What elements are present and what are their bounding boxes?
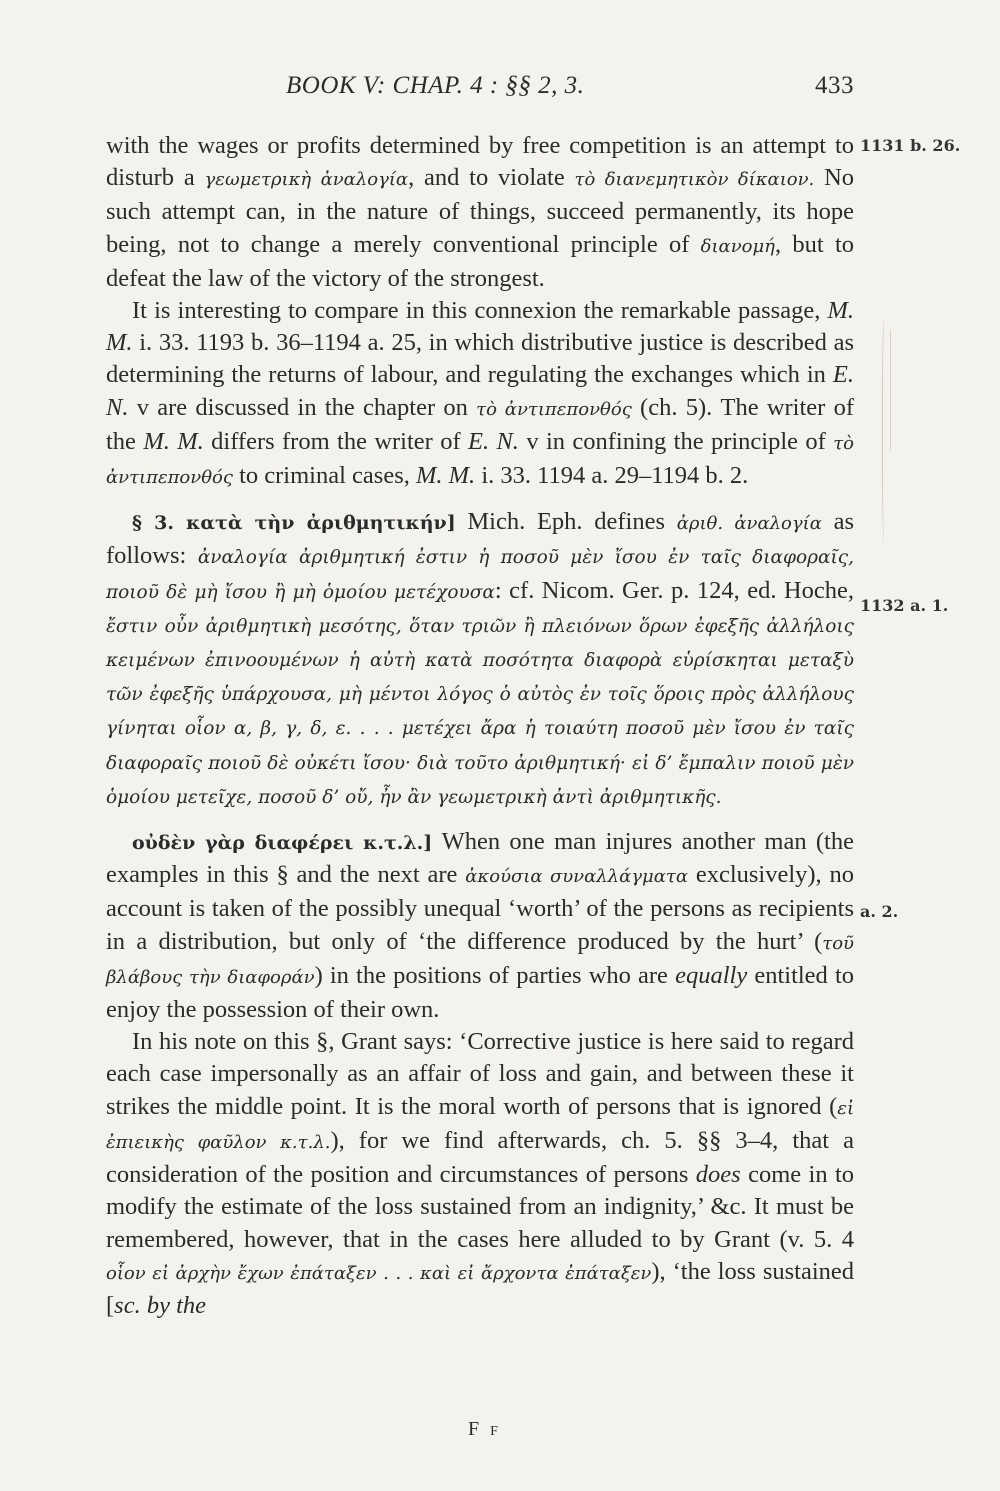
paragraph-5 xyxy=(106,1026,854,1322)
text-run: Mich. Eph. defines xyxy=(455,508,677,536)
text-run: as follows: xyxy=(106,508,854,570)
abbrev-ref: E. N. xyxy=(468,427,519,455)
text-run: ), for we find afterwards, ch. 5. §§ 3–4, that a consideration of the position and circumstances of persons xyxy=(106,1126,854,1189)
abbrev-ref: E. N. xyxy=(106,361,854,421)
greek-term: ἀριθ. ἀναλογία xyxy=(676,513,822,535)
text-run: entitled to enjoy the possession of their own. xyxy=(106,961,854,1024)
pencil-mark xyxy=(882,318,887,543)
page-number: 433 xyxy=(815,72,854,99)
text-run: When one man injures another man (the examples in this § and the next are xyxy=(106,828,854,889)
greek-term: τοῦ βλάβους τὴν διαφοράν xyxy=(106,932,854,988)
text-run: : cf. Nicom. Ger. p. 124, ed. Hoche, xyxy=(494,576,854,604)
margin-ref-2: 1132 a. 1. xyxy=(860,596,949,615)
greek-term: γεωμετρικὴ ἀναλογία xyxy=(204,169,409,191)
text-run: (ch. 5). The writer of the xyxy=(106,393,854,455)
greek-term: τὸ ἀντιπεπονθός xyxy=(106,432,854,489)
greek-term: οἷον εἰ ἀρχὴν ἔχων ἐπάταξεν . . . καὶ εἰ ἄρχοντα ἐπάταξεν xyxy=(106,1262,652,1284)
text-run: with the wages or profits determined by free competition is an attempt to disturb a xyxy=(106,132,854,192)
text-run: differs from the writer of xyxy=(203,427,468,455)
text-run: i. 33. 1194 a. 29–1194 b. 2. xyxy=(475,462,749,490)
greek-term: ἀκούσια συναλλάγματα xyxy=(465,866,688,888)
paragraph-2 xyxy=(106,295,854,494)
section-lemma: οὐδὲν γὰρ διαφέρει κ.τ.λ.] xyxy=(132,832,433,855)
greek-quotation: ἀναλογία ἀριθμητική ἐστιν ἡ ποσοῦ μὲν ἴσου ἐν ταῖς διαφοραῖς, ποιοῦ δὲ μὴ ἴσου ἢ μὴ ὁμοίου μετέχουσα xyxy=(106,547,855,603)
paragraph-3 xyxy=(106,506,854,814)
emphasis: sc. by the xyxy=(114,1291,207,1319)
text-run: No such attempt can, in the nature of things, succeed permanently, its hope being, not to change a merely conventional principle of xyxy=(106,164,855,258)
text-run: v are discussed in the chapter on xyxy=(128,393,477,421)
text-run: i. 33. 1193 b. 36–1194 a. 25, in which distributive justice is described as determining the returns of labour, and regulating the exchanges which in xyxy=(106,329,854,389)
greek-term: εἰ ἐπιεικὴς φαῦλον κ.τ.λ. xyxy=(106,1097,854,1153)
text-run: It is interesting to compare in this connexion the remarkable passage, xyxy=(132,297,828,325)
paragraph-4 xyxy=(106,826,854,1026)
text-run: ), ‘the loss sustained [ xyxy=(106,1257,854,1319)
text-run: , but to defeat the law of the victory of the strongest. xyxy=(106,230,854,292)
emphasis: does xyxy=(695,1161,741,1189)
margin-ref-1: 1131 b. 26. xyxy=(860,136,961,155)
text-run: ) in the positions of parties who are xyxy=(314,961,676,989)
abbrev-ref: M. M. xyxy=(106,297,854,357)
text-run: come in to modify the estimate of the loss sustained from an indignity,’ &c. It must be remembered, however, that in the cases here alluded to by Grant (v. 5. 4 xyxy=(106,1161,855,1253)
text-run: In his note on this §, Grant says: ‘Corrective justice is here said to regard each case impersonally as an affair of loss and gain, and between these it strikes the middle point. It is the moral worth of persons that is ignored ( xyxy=(106,1028,854,1120)
section-lemma: § 3. κατὰ τὴν ἀριθμητικήν] xyxy=(132,512,456,535)
greek-term: διανομή xyxy=(700,235,775,257)
abbrev-ref: M. M. xyxy=(143,427,204,455)
abbrev-ref: M. M. xyxy=(415,462,476,490)
greek-term: τὸ διανεμητικὸν δίκαιον. xyxy=(574,169,815,191)
text-run: exclusively), no account is taken of the possibly unequal ‘worth’ of the persons as recipients in a distribution, but only of ‘the difference produced by the hurt’ ( xyxy=(106,861,855,955)
running-title: BOOK V: CHAP. 4 : §§ 2, 3. xyxy=(286,72,585,99)
emphasis: equally xyxy=(675,961,748,989)
text-run: to criminal cases, xyxy=(232,462,416,490)
greek-term: τὸ ἀντιπεπονθός xyxy=(476,398,632,420)
body-text xyxy=(106,130,854,1322)
greek-quotation: ἔστιν οὖν ἀριθμητικὴ μεσότης, ὅταν τριῶν ἢ πλειόνων ὅρων ἐφεξῆς ἀλλήλοις κειμένων ἐπινοουμένων ἡ αὐτὴ κατὰ ποσότητα διαφορὰ εὑρίσκηται μεταξὺ τῶν ἐφεξῆς ὑπάρχουσα, μὴ μέντοι λόγος ὁ αὐτὸς ἐν τοῖς ὅροις πρὸς ἀλλήλους γίνηται οἷον α, β, γ, δ, ε. . . . μετέχει ἄρα ἡ τοιαύτη ποσοῦ μὲν ἴσου ἐν ταῖς διαφοραῖς ποιοῦ δὲ οὐκέτι ἴσου· διὰ τοῦτο ἀριθμητική· εἰ δ’ ἔμπαλιν ποιοῦ μὲν ὁμοίου μετεῖχε, ποσοῦ δ’ οὔ, ἦν ἂν γεωμετρικὴ ἀντὶ ἀριθμητικῆς. xyxy=(106,615,854,808)
margin-ref-3: a. 2. xyxy=(860,902,899,921)
text-run: , and to violate xyxy=(408,164,575,192)
text-run: v in confining the principle of xyxy=(518,427,834,455)
paragraph-1 xyxy=(106,130,854,295)
pencil-mark-2 xyxy=(890,330,894,450)
signature-mark: F f xyxy=(468,1418,501,1440)
